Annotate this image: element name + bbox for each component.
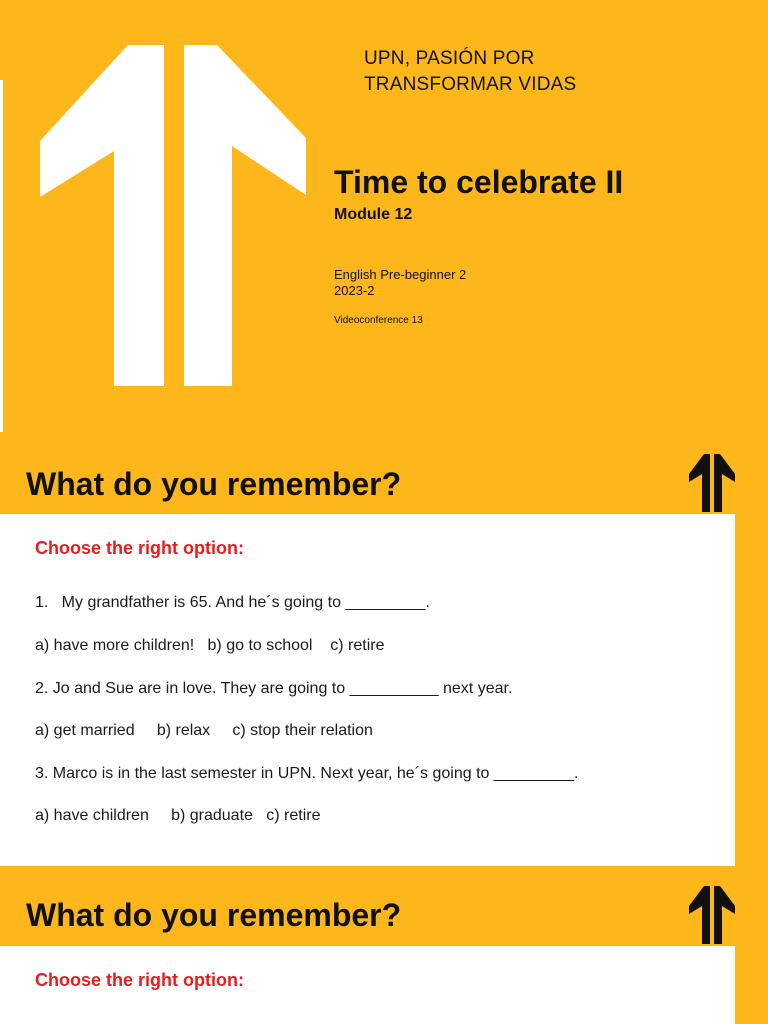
slide2-instruction: Choose the right option: — [35, 538, 244, 558]
course-info — [334, 267, 466, 299]
session-label: Videoconference 13 — [334, 315, 423, 326]
tagline — [364, 46, 576, 98]
options-1: a) have more children! b) go to school c) retire — [35, 637, 385, 654]
question-2: 2. Jo and Sue are in love. They are going to __________ next year. — [35, 680, 513, 697]
module-label: Module 12 — [334, 206, 413, 223]
cover-title: Time to celebrate II — [334, 164, 624, 200]
slide-edge — [0, 80, 3, 432]
slide3-instruction: Choose the right option: — [35, 970, 244, 990]
slide3-heading: What do you remember? — [26, 897, 402, 933]
question-3: 3. Marco is in the last semester in UPN. Next year, he´s going to _________. — [35, 765, 579, 782]
course-name: English Pre-beginner 2 — [334, 267, 467, 282]
upn-arrows-small-icon — [689, 454, 735, 512]
tagline-line1: UPN, PASIÓN POR — [364, 48, 535, 69]
upn-arrows-small-icon — [689, 886, 735, 944]
course-term: 2023-2 — [334, 283, 375, 298]
slide2-heading: What do you remember? — [26, 466, 402, 502]
options-3: a) have children b) graduate c) retire — [35, 807, 321, 824]
slide3-content-panel — [0, 946, 735, 1024]
options-2: a) get married b) relax c) stop their relation — [35, 722, 373, 739]
tagline-line2: TRANSFORMAR VIDAS — [364, 74, 577, 95]
slide2-content-panel — [0, 514, 735, 866]
cover-slide — [0, 0, 768, 440]
question-1: 1. My grandfather is 65. And he´s going to _________. — [35, 594, 430, 611]
upn-arrows-logo-icon — [40, 45, 306, 386]
